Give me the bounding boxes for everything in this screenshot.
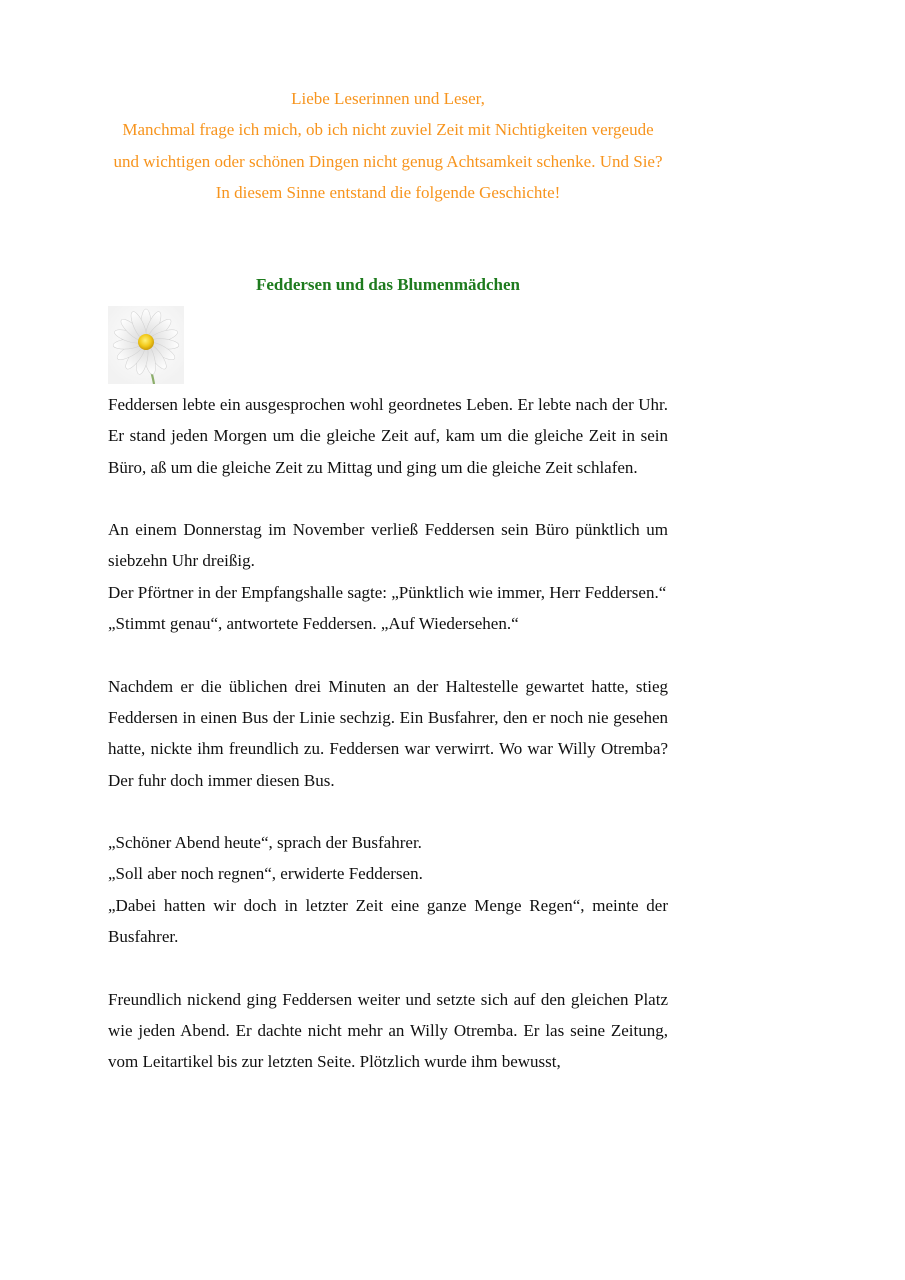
story-body bbox=[108, 389, 668, 1109]
story-line: Feddersen lebte ein ausgesprochen wohl geordnetes Leben. Er lebte nach der Uhr. Er stand jeden Morgen um die gleiche Zeit auf, kam um die gleiche Zeit in sein Büro, aß um die gleiche Zeit zu Mittag und ging um die gleiche Zeit schlafen. bbox=[108, 395, 668, 477]
intro-body: Manchmal frage ich mich, ob ich nicht zuviel Zeit mit Nichtigkeiten vergeude und wichtigen oder schönen Dingen nicht genug Achtsamkeit schenke. Und Sie? bbox=[113, 120, 663, 171]
intro-greeting: Liebe Leserinnen und Leser, bbox=[291, 89, 485, 108]
story-line: Freundlich nickend ging Feddersen weiter und setzte sich auf den gleichen Platz wie jeden Abend. Er dachte nicht mehr an Willy Otremba. Er las seine Zeitung, vom Leitartikel bis zur letzten Seite. Plötzlich wurde ihm bewusst, bbox=[108, 989, 668, 1072]
story-paragraph bbox=[108, 827, 668, 952]
story-paragraph bbox=[108, 389, 668, 483]
story-line: „Stimmt genau“, antwortete Feddersen. „Auf Wiedersehen.“ bbox=[108, 614, 519, 634]
story-line: „Dabei hatten wir doch in letzter Zeit eine ganze Menge Regen“, meinte der Busfahrer. bbox=[108, 895, 668, 947]
daisy-flower-icon bbox=[108, 306, 184, 384]
intro-letter bbox=[108, 83, 668, 208]
story-paragraph bbox=[108, 984, 668, 1078]
story-line: „Schöner Abend heute“, sprach der Busfahrer. bbox=[108, 833, 422, 853]
story-line: Der Pförtner in der Empfangshalle sagte: „Pünktlich wie immer, Herr Feddersen.“ bbox=[108, 582, 667, 602]
daisy-flower-illustration bbox=[108, 306, 184, 384]
story-title: Feddersen und das Blumenmädchen bbox=[255, 275, 521, 294]
story-line: An einem Donnerstag im November verließ Feddersen sein Büro pünktlich um siebzehn Uhr dreißig. bbox=[108, 520, 668, 571]
story-paragraph bbox=[108, 514, 668, 639]
story-paragraph bbox=[108, 671, 668, 796]
intro-closing: In diesem Sinne entstand die folgende Geschichte! bbox=[215, 182, 561, 202]
story-line: Nachdem er die üblichen drei Minuten an der Haltestelle gewartet hatte, stieg Feddersen in einen Bus der Linie sechzig. Ein Busfahrer, den er noch nie gesehen hatte, nickte ihm freundlich zu. Feddersen war verwirrt. Wo war Willy Otremba? Der fuhr doch immer diesen Bus. bbox=[108, 676, 668, 790]
story-line: „Soll aber noch regnen“, erwiderte Feddersen. bbox=[108, 864, 423, 884]
